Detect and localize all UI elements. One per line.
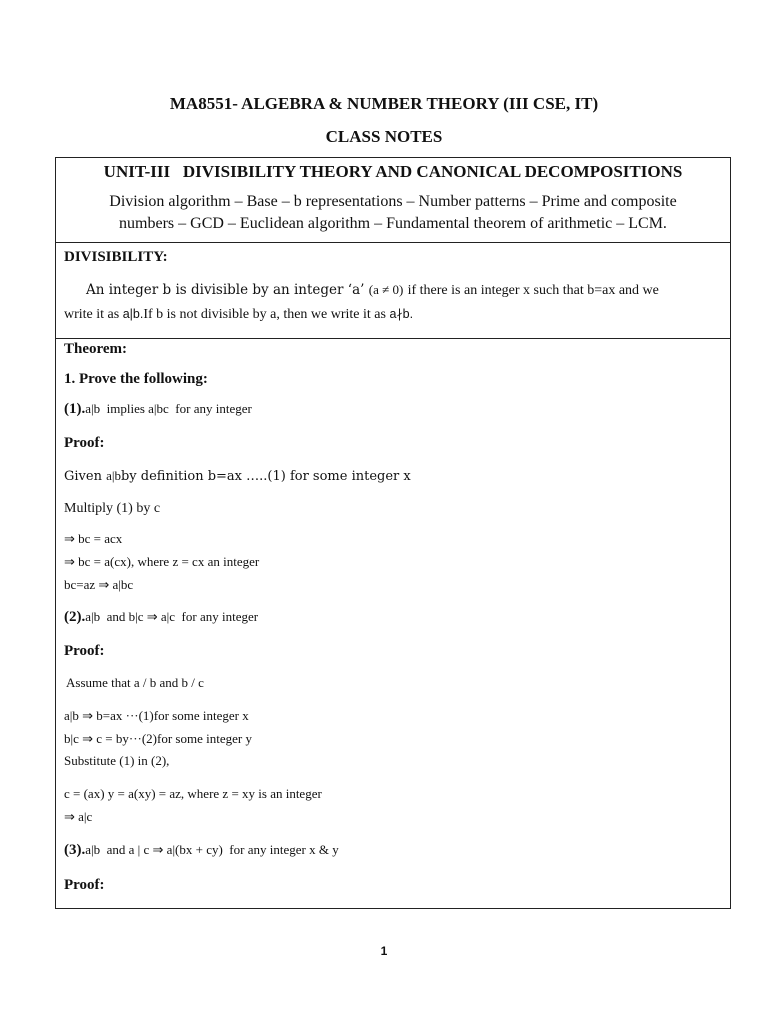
proof-1-step-3: bc=az ⇒ a|bc	[64, 577, 134, 592]
definition-text-3: write it as	[64, 307, 120, 322]
proof-2-step-4: ⇒ a|c	[64, 809, 93, 824]
theorem-heading: Theorem:	[64, 341, 128, 357]
proof-1-given	[64, 468, 722, 484]
nonzero-condition: (a ≠ 0)	[368, 282, 404, 297]
proof-2-step-2: b|c ⇒ c = by···(2)for some integer y	[64, 731, 252, 746]
part-2-statement	[64, 609, 722, 626]
part-1-text: a|b implies a|bc for any integer	[85, 401, 252, 416]
part-2-text: a|b and b|c ⇒ a|c for any integer	[85, 609, 259, 624]
proof-1-step-1: ⇒ bc = acx	[64, 531, 123, 546]
proof-2-substitute: Substitute (1) in (2),	[64, 753, 170, 768]
proof-2-step-3: c = (ax) y = a(xy) = az, where z = xy is an integer	[64, 786, 322, 801]
part-1-label: (1).	[64, 401, 86, 417]
part-3-text: a|b and a | c ⇒ a|(bx + cy) for any integer x & y	[85, 842, 339, 857]
definition-line-2	[64, 306, 722, 323]
definition-line-1	[64, 282, 722, 299]
divides-symbol: a|b.	[122, 307, 144, 321]
prove-heading: 1. Prove the following:	[64, 371, 208, 387]
unit-heading: UNIT-III DIVISIBILITY THEORY AND CANONICAL DECOMPOSITIONS	[103, 162, 683, 181]
proof-1-label: Proof:	[64, 435, 105, 451]
given-word: Given	[64, 469, 102, 484]
proof-1-step-2: ⇒ bc = a(cx), where z = cx an integer	[64, 554, 260, 569]
not-divides-symbol: a∤b.	[389, 307, 414, 321]
syllabus-line-1: Division algorithm – Base – b representations – Number patterns – Prime and composite	[109, 193, 677, 210]
proof-3-label: Proof:	[64, 877, 105, 893]
proof-2-step-1: a|b ⇒ b=ax ···(1)for some integer x	[64, 708, 249, 723]
course-title: MA8551- ALGEBRA & NUMBER THEORY (III CSE, IT)	[169, 94, 599, 113]
definition-text-4: If b is not divisible by a, then we write it as	[143, 307, 386, 322]
proof-2-label: Proof:	[64, 643, 105, 659]
proof-2-assume: Assume that a / b and b / c	[66, 675, 204, 690]
definition-text-2: if there is an integer x such that b=ax and we	[407, 283, 659, 298]
definition-text: An integer b is divisible by an integer ‘a’	[86, 282, 365, 298]
given-equation-ref: …..(1) for some integer x	[246, 469, 411, 484]
given-definition: by definition b=ax	[120, 469, 242, 484]
part-3-label: (3).	[64, 842, 86, 858]
part-3-statement	[64, 842, 722, 859]
part-2-label: (2).	[64, 609, 86, 625]
proof-1-multiply: Multiply (1) by c	[64, 501, 161, 516]
page-number: 1	[380, 944, 388, 958]
given-symbol: a|b	[106, 468, 121, 483]
unit-syllabus	[56, 191, 730, 235]
unit-box	[55, 157, 731, 243]
theorem-box	[55, 338, 731, 909]
part-1-statement	[64, 401, 722, 418]
notes-subtitle: CLASS NOTES	[325, 127, 443, 146]
divisibility-heading: DIVISIBILITY:	[64, 249, 168, 265]
syllabus-line-2: numbers – GCD – Euclidean algorithm – Fundamental theorem of arithmetic – LCM.	[119, 215, 667, 232]
divisibility-box	[55, 242, 731, 339]
